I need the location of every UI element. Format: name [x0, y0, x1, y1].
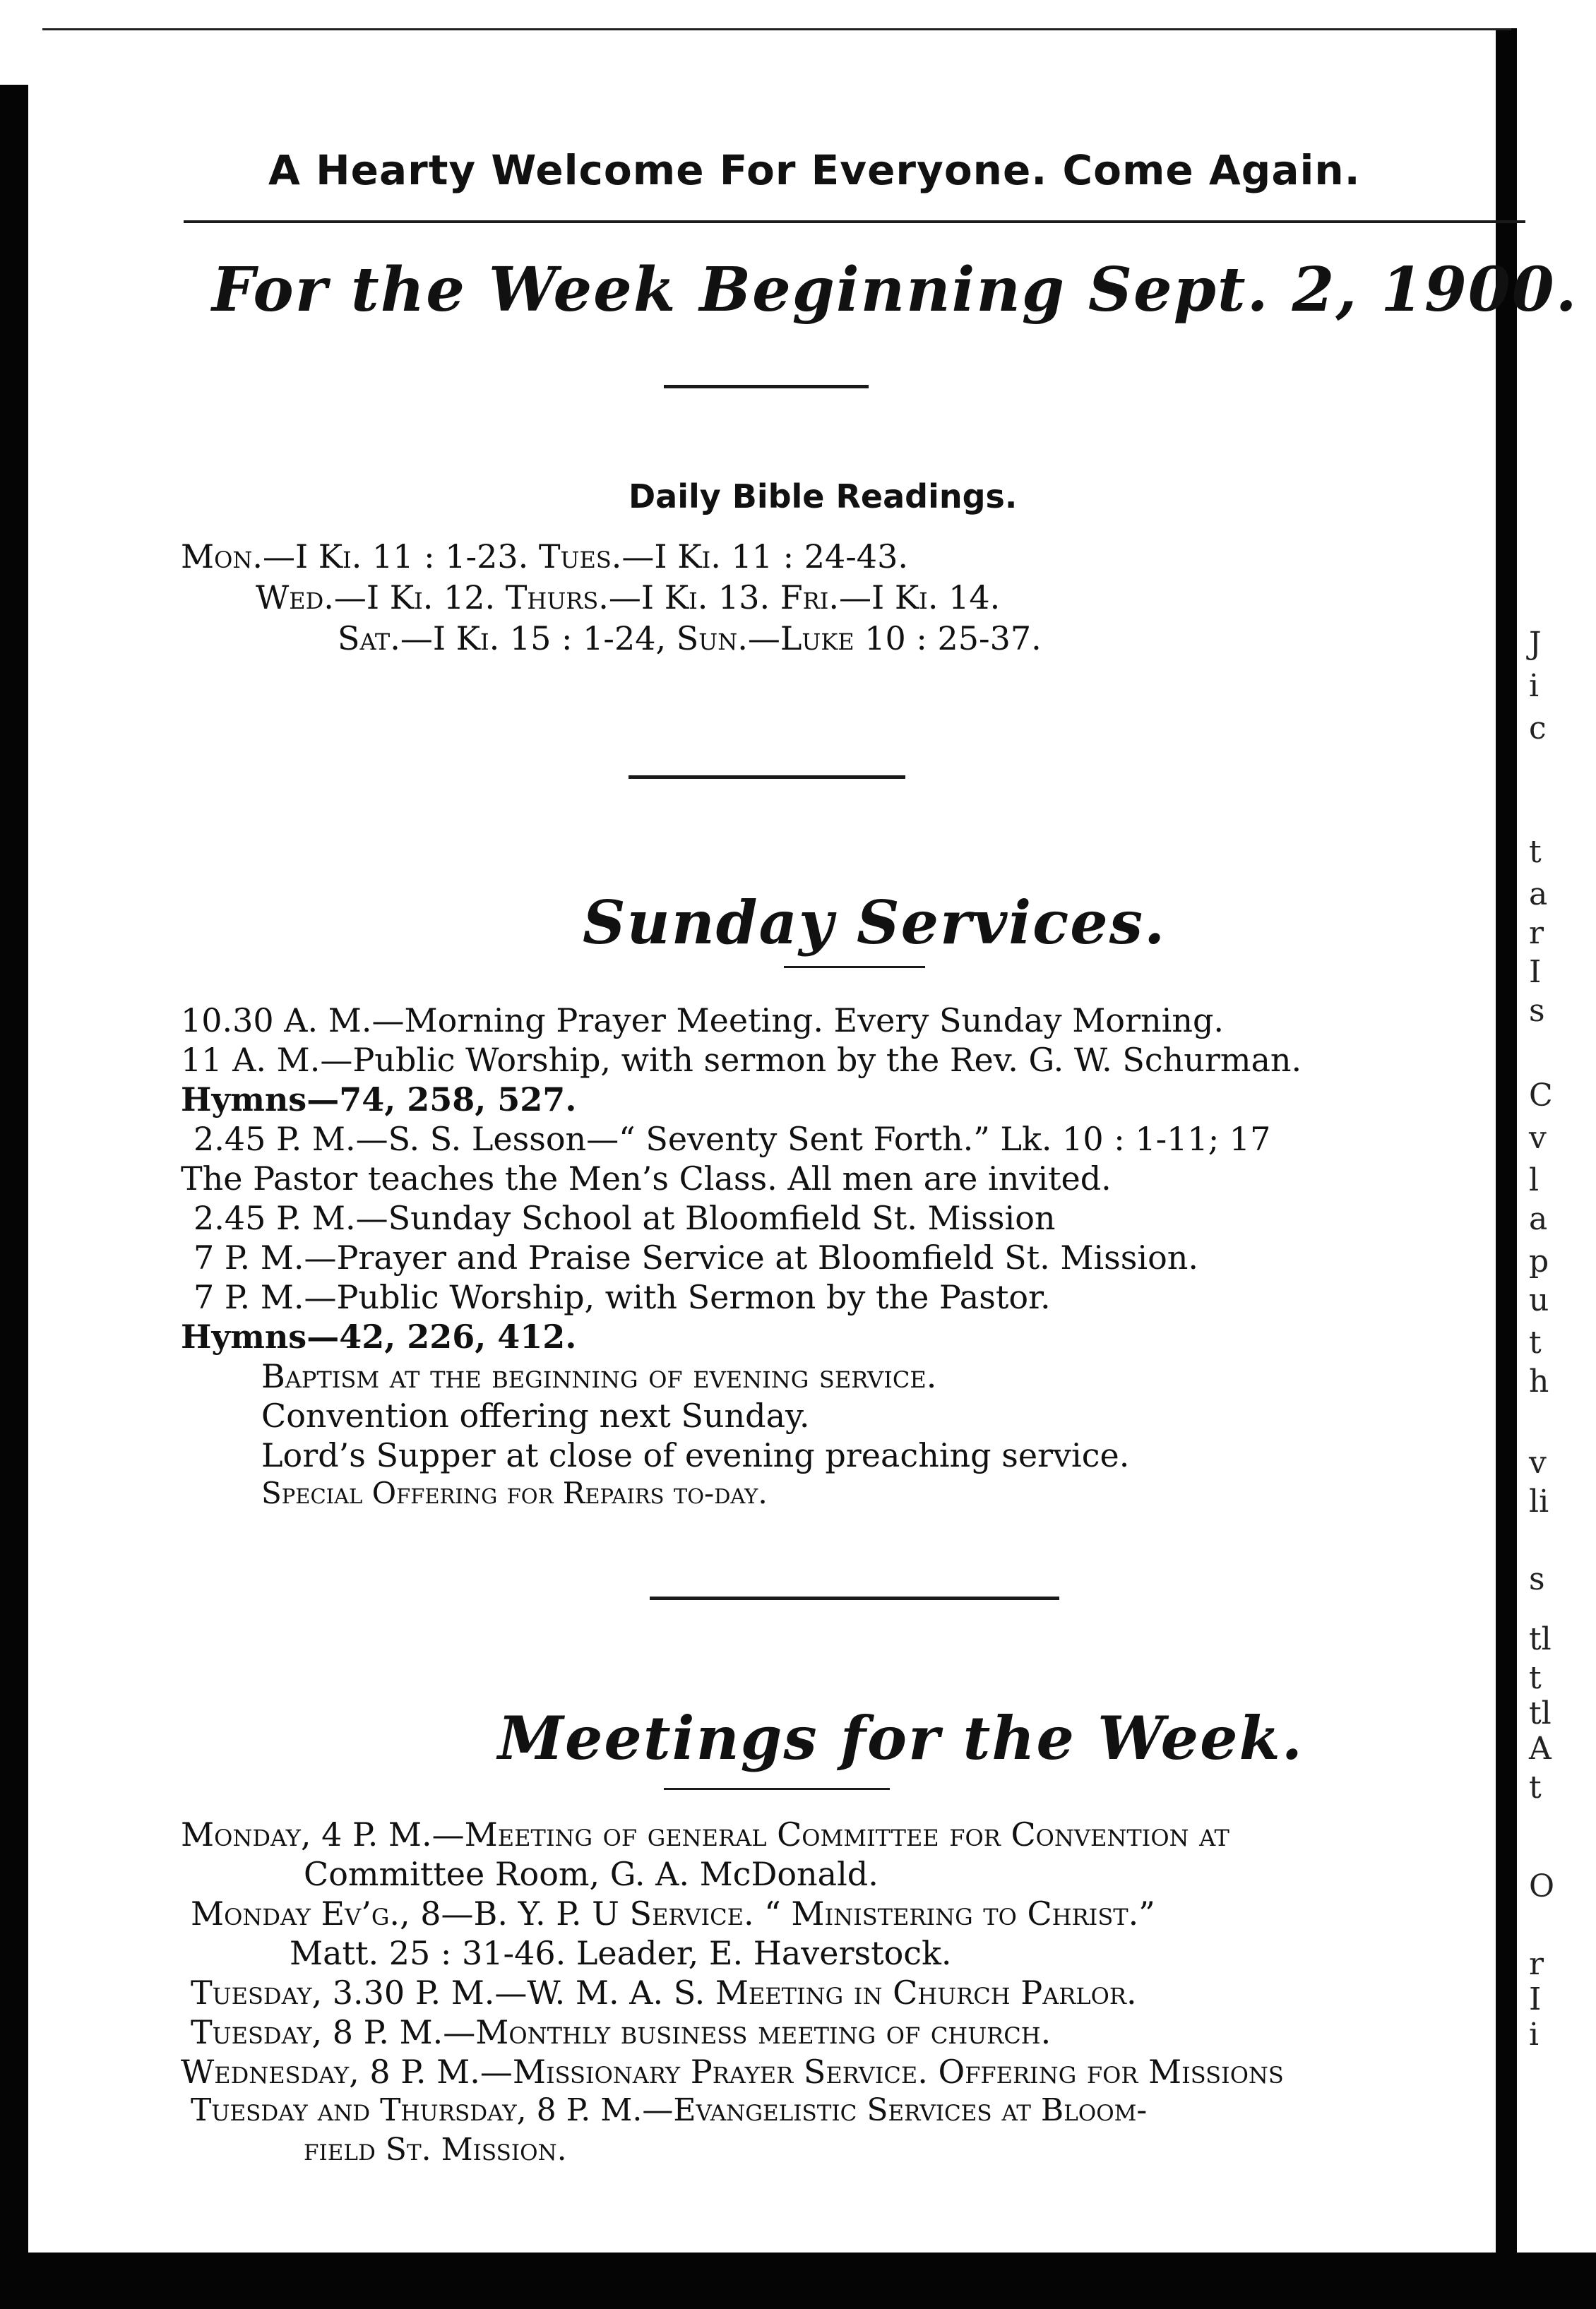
- sunday-service-line: 2.45 P. M.—Sunday School at Bloomfield St. Mission: [193, 1199, 1056, 1237]
- sunday-service-line: Hymns—74, 258, 527.: [181, 1080, 577, 1118]
- margin-fragment: I: [1529, 954, 1542, 990]
- meetings-heading-underline: [664, 1788, 890, 1790]
- meeting-line: Committee Room, G. A. McDonald.: [304, 1855, 879, 1893]
- margin-fragment: C: [1529, 1078, 1553, 1114]
- margin-fragment: t: [1529, 834, 1542, 870]
- margin-fragment: s: [1529, 993, 1545, 1029]
- margin-fragment: t: [1529, 1770, 1542, 1806]
- margin-fragment: t: [1529, 1325, 1542, 1361]
- right-scan-border: [1496, 28, 1517, 2309]
- sunday-service-line: 2.45 P. M.—S. S. Lesson—“ Seventy Sent Forth.” Lk. 10 : 1-11; 17: [193, 1120, 1271, 1158]
- margin-fragment: r: [1529, 1946, 1544, 1982]
- sunday-heading-underline: [784, 966, 925, 968]
- sunday-notice-line: Convention offering next Sunday.: [261, 1397, 810, 1435]
- margin-fragment: c: [1529, 710, 1547, 746]
- weekly-meetings-heading: Meetings for the Week.: [498, 1703, 1304, 1773]
- margin-fragment: i: [1529, 668, 1540, 704]
- sunday-service-line: The Pastor teaches the Men’s Class. All men are invited.: [181, 1159, 1112, 1198]
- sunday-service-line: 7 P. M.—Prayer and Praise Service at Bloomfield St. Mission.: [193, 1239, 1199, 1277]
- margin-fragment: v: [1529, 1120, 1547, 1156]
- margin-fragment: A: [1529, 1731, 1552, 1767]
- meeting-line: Monday Ev’g., 8—B. Y. P. U Service. “ Ministering to Christ.”: [191, 1895, 1155, 1933]
- sunday-service-line: 11 A. M.—Public Worship, with sermon by the Rev. G. W. Schurman.: [181, 1041, 1302, 1079]
- margin-fragment: t: [1529, 1660, 1542, 1696]
- margin-fragment: u: [1529, 1282, 1549, 1318]
- sunday-notice-line: Baptism at the beginning of evening service.: [261, 1357, 937, 1395]
- margin-fragment: li: [1529, 1484, 1549, 1520]
- margin-fragment: v: [1529, 1445, 1547, 1481]
- meeting-line: Tuesday and Thursday, 8 P. M.—Evangelistic Services at Bloom-: [191, 2092, 1148, 2128]
- margin-fragment: r: [1529, 915, 1544, 951]
- sunday-service-line: Hymns—42, 226, 412.: [181, 1318, 577, 1356]
- margin-fragment: i: [1529, 2017, 1540, 2053]
- bible-reading-line: Wed.—I Ki. 12. Thurs.—I Ki. 13. Fri.—I Ki. 14.: [256, 578, 1001, 616]
- title-rule: [664, 385, 869, 388]
- week-title: For the Week Beginning Sept. 2, 1900.: [212, 254, 1578, 326]
- services-rule: [650, 1597, 1059, 1600]
- margin-fragment: s: [1529, 1561, 1545, 1597]
- readings-rule: [629, 775, 905, 779]
- meeting-line: Wednesday, 8 P. M.—Missionary Prayer Service. Offering for Missions: [181, 2053, 1284, 2091]
- sunday-services-heading: Sunday Services.: [583, 888, 1167, 957]
- sunday-service-line: 7 P. M.—Public Worship, with Sermon by the Pastor.: [193, 1278, 1051, 1316]
- bible-readings-heading: Daily Bible Readings.: [629, 477, 1018, 515]
- bible-reading-line: Sat.—I Ki. 15 : 1-24, Sun.—Luke 10 : 25-37.: [338, 619, 1042, 657]
- margin-fragment: tl: [1529, 1621, 1552, 1657]
- margin-fragment: a: [1529, 876, 1548, 912]
- margin-fragment: J: [1529, 626, 1542, 662]
- left-scan-border: [0, 85, 28, 2309]
- welcome-header: A Hearty Welcome For Everyone. Come Again.: [268, 146, 1361, 194]
- meeting-line: Matt. 25 : 31-46. Leader, E. Haverstock.: [290, 1934, 952, 1972]
- margin-fragment: l: [1529, 1162, 1540, 1198]
- margin-fragment: tl: [1529, 1695, 1552, 1731]
- bottom-scan-border: [0, 2253, 1596, 2309]
- margin-fragment: I: [1529, 1981, 1542, 2017]
- margin-fragment: a: [1529, 1201, 1548, 1237]
- meeting-line: Tuesday, 3.30 P. M.—W. M. A. S. Meeting in Church Parlor.: [191, 1974, 1137, 2012]
- meeting-line: Tuesday, 8 P. M.—Monthly business meeting of church.: [191, 2013, 1052, 2051]
- sunday-service-line: 10.30 A. M.—Morning Prayer Meeting. Every Sunday Morning.: [181, 1001, 1225, 1039]
- margin-fragment: p: [1529, 1243, 1549, 1279]
- bible-reading-line: Mon.—I Ki. 11 : 1-23. Tues.—I Ki. 11 : 24-43.: [181, 537, 908, 575]
- margin-fragment: h: [1529, 1364, 1549, 1400]
- header-rule: [184, 220, 1525, 223]
- sunday-notice-line: Lord’s Supper at close of evening preaching service.: [261, 1436, 1130, 1474]
- meeting-line: Monday, 4 P. M.—Meeting of general Committee for Convention at: [181, 1815, 1229, 1854]
- meeting-line: field St. Mission.: [304, 2132, 567, 2168]
- margin-fragment: O: [1529, 1868, 1555, 1904]
- sunday-notice-line: Special Offering for Repairs to-day.: [261, 1476, 768, 1510]
